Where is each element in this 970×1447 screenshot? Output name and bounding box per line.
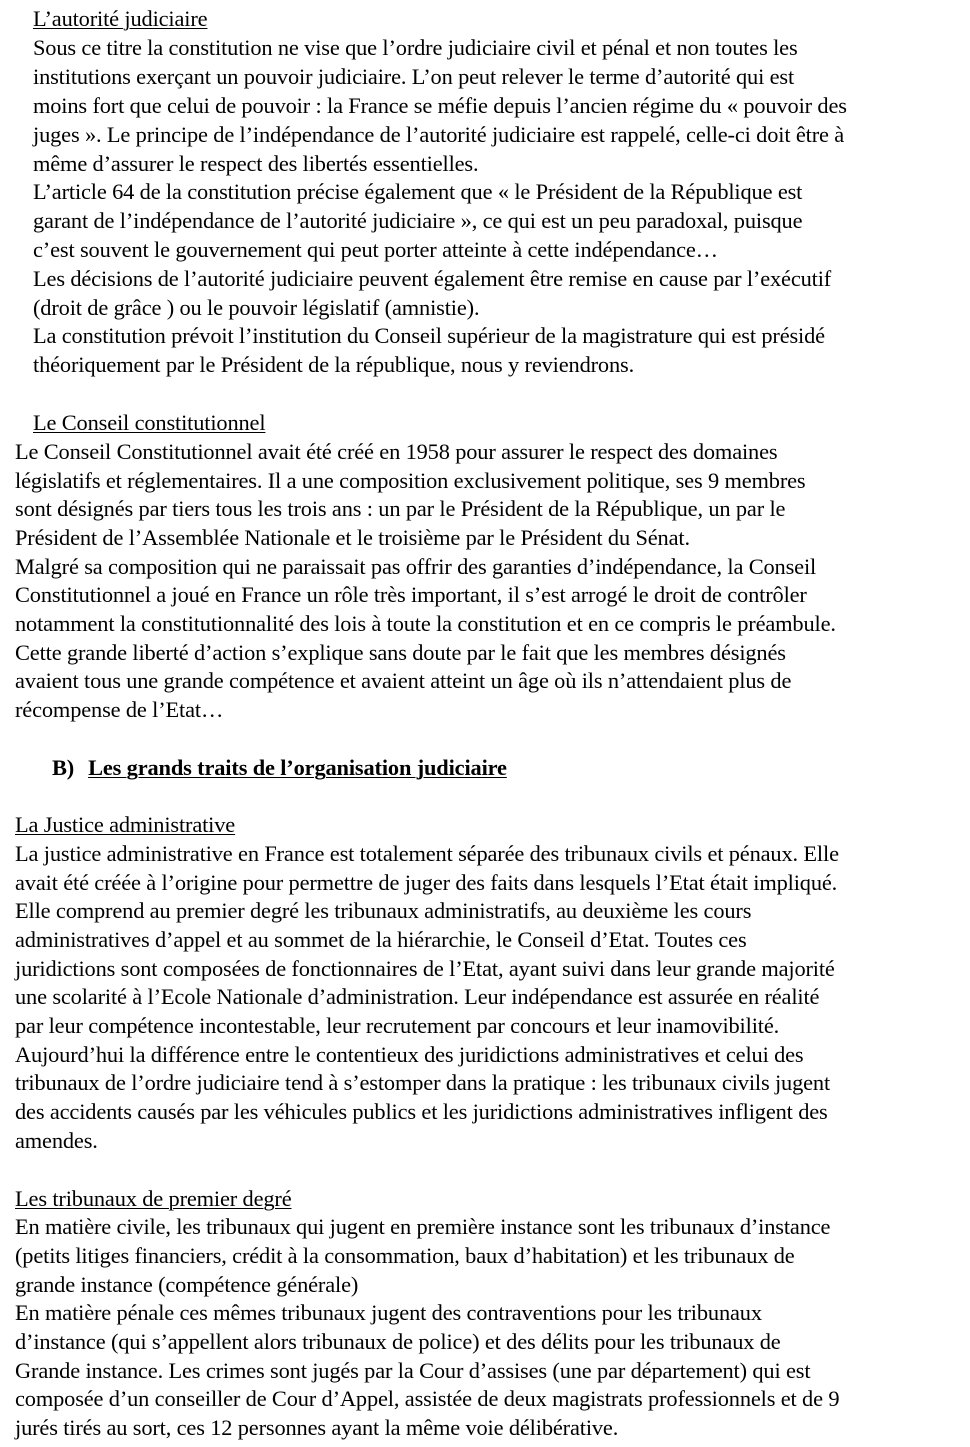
paragraph-line: d’instance (qui s’appellent alors tribunaux de police) et des délits pour les tribunaux de	[15, 1329, 781, 1354]
paragraph-line: législatifs et réglementaires. Il a une composition exclusivement politique, ses 9 membres	[15, 468, 806, 493]
paragraph-line: composée d’un conseiller de Cour d’Appel, assistée de deux magistrats professionnels et de 9	[15, 1386, 840, 1411]
paragraph-line: moins fort que celui de pouvoir : la France se méfie depuis l’ancien régime du « pouvoir des	[33, 93, 847, 118]
paragraph-line: Président de l’Assemblée Nationale et le troisième par le Président du Sénat.	[15, 525, 690, 550]
paragraph-line: Elle comprend au premier degré les tribunaux administratifs, au deuxième les cours	[15, 898, 752, 923]
part-b-title: Les grands traits de l’organisation judiciaire	[88, 755, 507, 780]
paragraph-line: même d’assurer le respect des libertés essentielles.	[33, 151, 479, 176]
paragraph-line: garant de l’indépendance de l’autorité judiciaire », ce qui est un peu paradoxal, puisque	[33, 208, 803, 233]
section-heading-tribunaux-premier-degre: Les tribunaux de premier degré	[15, 1186, 292, 1211]
paragraph-line: Constitutionnel a joué en France un rôle très important, il s’est arrogé le droit de contrôler	[15, 582, 807, 607]
paragraph-line: théoriquement par le Président de la république, nous y reviendrons.	[33, 352, 635, 377]
paragraph-line: Le Conseil Constitutionnel avait été créé en 1958 pour assurer le respect des domaines	[15, 439, 778, 464]
paragraph-line: par leur compétence incontestable, leur recrutement par concours et leur inamovibilité.	[15, 1013, 780, 1038]
paragraph-line: c’est souvent le gouvernement qui peut porter atteinte à cette indépendance…	[33, 237, 718, 262]
paragraph-line: grande instance (compétence générale)	[15, 1272, 359, 1297]
paragraph-line: amendes.	[15, 1128, 98, 1153]
paragraph-line: En matière civile, les tribunaux qui jugent en première instance sont les tribunaux d’instance	[15, 1214, 831, 1239]
paragraph-line: sont désignés par tiers tous les trois ans : un par le Président de la République, un par le	[15, 496, 786, 521]
paragraph-line: notamment la constitutionnalité des lois à toute la constitution et en ce compris le préambule.	[15, 611, 836, 636]
paragraph-line: juridictions sont composées de fonctionnaires de l’Etat, ayant suivi dans leur grande majorité	[15, 956, 835, 981]
paragraph-line: (droit de grâce ) ou le pouvoir législatif (amnistie).	[33, 295, 480, 320]
paragraph-line: La constitution prévoit l’institution du Conseil supérieur de la magistrature qui est présidé	[33, 323, 825, 348]
paragraph-line: juges ». Le principe de l’indépendance de l’autorité judiciaire est rappelé, celle-ci doit être à	[33, 122, 845, 147]
paragraph-line: L’article 64 de la constitution précise également que « le Président de la République est	[33, 179, 803, 204]
paragraph-line: institutions exerçant un pouvoir judiciaire. L’on peut relever le terme d’autorité qui est	[33, 64, 795, 89]
paragraph-line: (petits litiges financiers, crédit à la consommation, baux d’habitation) et les tribunaux de	[15, 1243, 795, 1268]
paragraph-line: tribunaux de l’ordre judiciaire tend à s’estomper dans la pratique : les tribunaux civils jugent	[15, 1070, 831, 1095]
paragraph-line: Aujourd’hui la différence entre le contentieux des juridictions administratives et celui des	[15, 1042, 804, 1067]
paragraph-line: La justice administrative en France est totalement séparée des tribunaux civils et pénaux. Elle	[15, 841, 839, 866]
paragraph-line: Grande instance. Les crimes sont jugés par la Cour d’assises (une par département) qui est	[15, 1358, 811, 1383]
section-heading-justice-administrative: La Justice administrative	[15, 812, 236, 837]
paragraph-line: Les décisions de l’autorité judiciaire peuvent également être remise en cause par l’exécutif	[33, 266, 832, 291]
paragraph-line: Cette grande liberté d’action s’explique sans doute par le fait que les membres désignés	[15, 640, 786, 665]
paragraph-line: Sous ce titre la constitution ne vise que l’ordre judiciaire civil et pénal et non toutes les	[33, 35, 798, 60]
paragraph-line: administratives d’appel et au sommet de la hiérarchie, le Conseil d’Etat. Toutes ces	[15, 927, 747, 952]
section-heading-conseil-constitutionnel: Le Conseil constitutionnel	[33, 410, 266, 435]
paragraph-line: jurés tirés au sort, ces 12 personnes ayant la même voie délibérative.	[15, 1415, 619, 1440]
paragraph-line: En matière pénale ces mêmes tribunaux jugent des contraventions pour les tribunaux	[15, 1300, 762, 1325]
paragraph-line: des accidents causés par les véhicules publics et les juridictions administratives infligent des	[15, 1099, 828, 1124]
paragraph-line: récompense de l’Etat…	[15, 697, 224, 722]
paragraph-line: avait été créée à l’origine pour permettre de juger des faits dans lesquels l’Etat était impliqué.	[15, 870, 838, 895]
section-heading-autorite-judiciaire: L’autorité judiciaire	[33, 6, 208, 31]
part-b-heading	[52, 753, 507, 782]
paragraph-line: une scolarité à l’Ecole Nationale d’administration. Leur indépendance est assurée en réalité	[15, 984, 820, 1009]
part-b-label: B)	[52, 755, 75, 780]
paragraph-line: Malgré sa composition qui ne paraissait pas offrir des garanties d’indépendance, la Conseil	[15, 554, 817, 579]
paragraph-line: avaient tous une grande compétence et avaient atteint un âge où ils n’attendaient plus de	[15, 668, 792, 693]
